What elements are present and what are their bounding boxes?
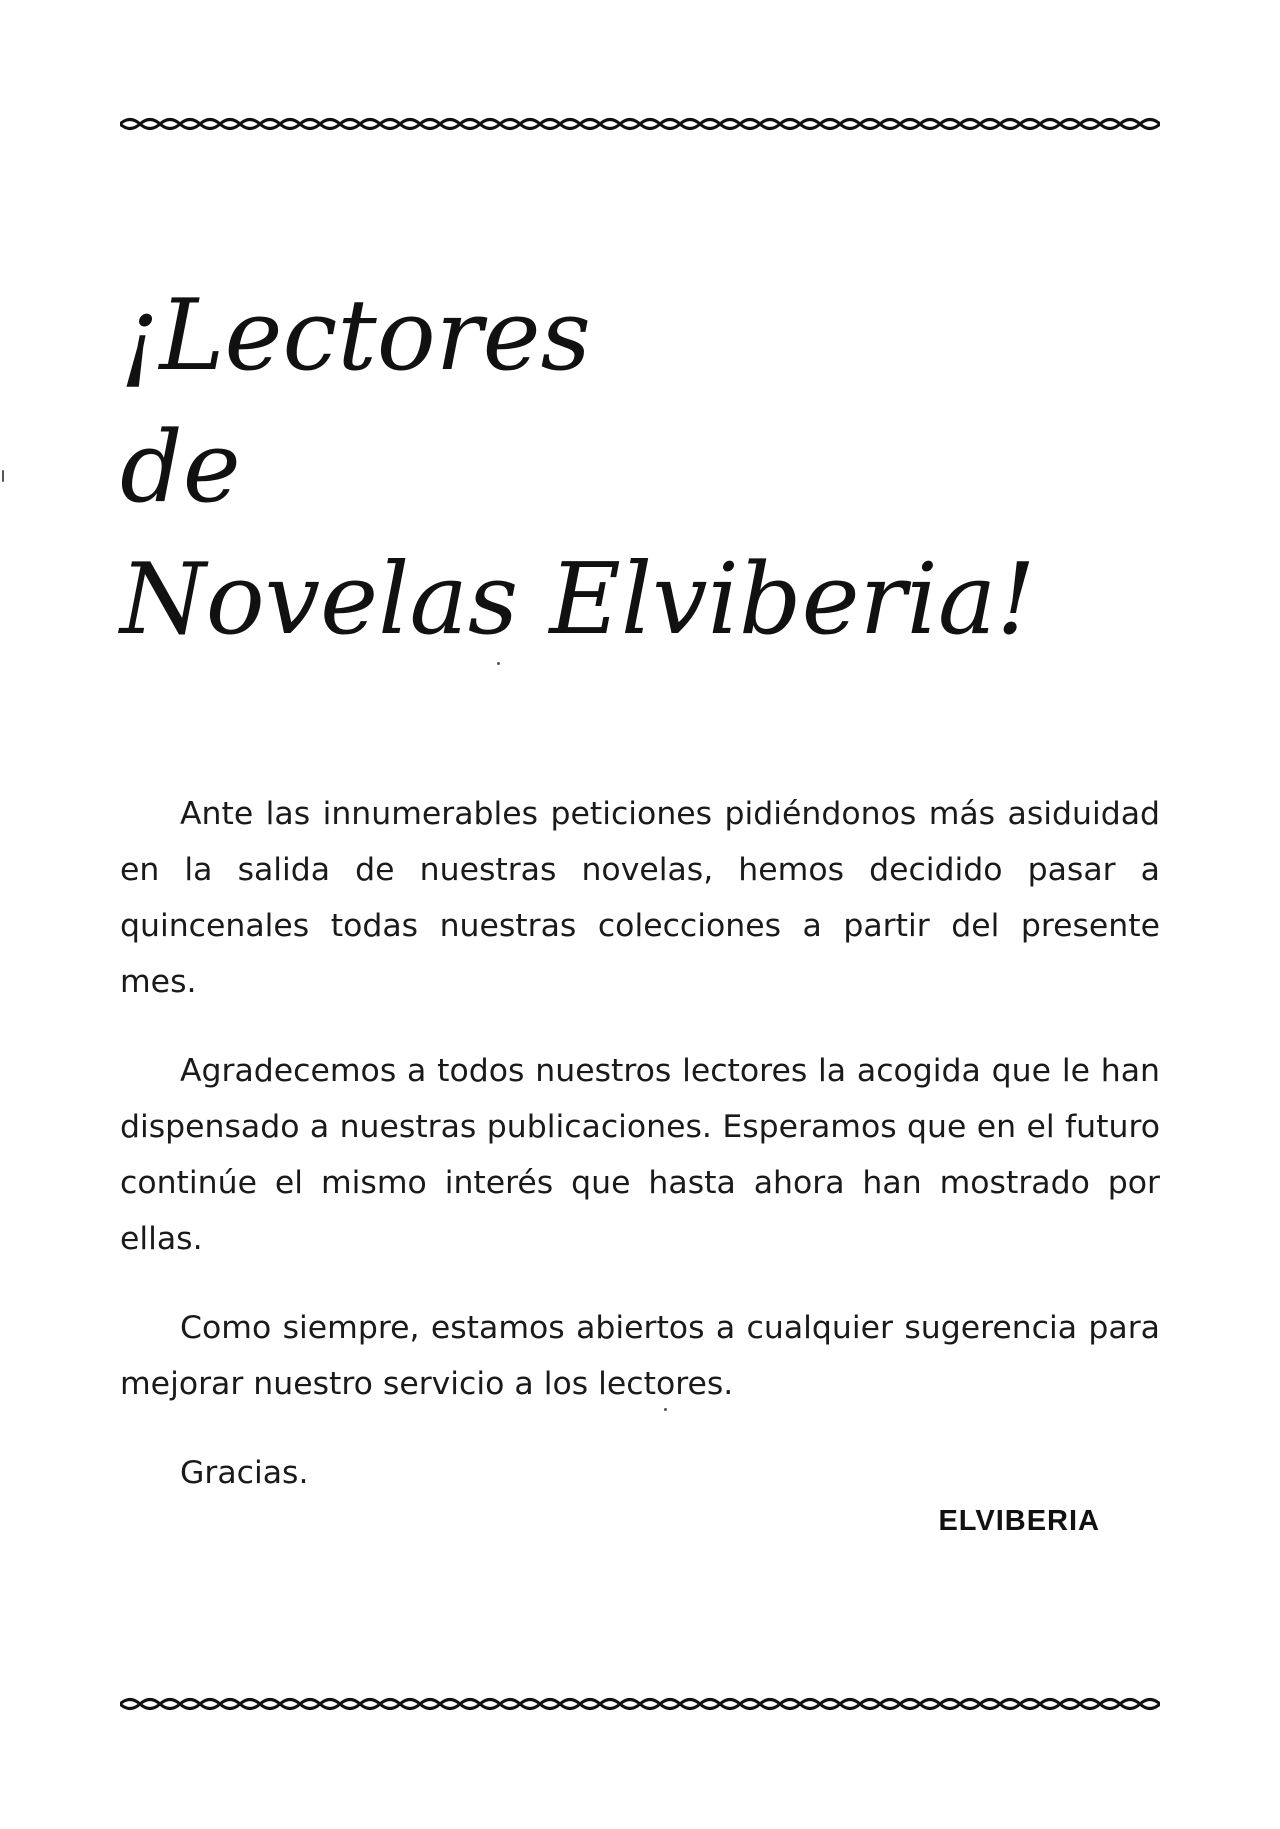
print-speck xyxy=(497,662,500,665)
paragraph-3: Como siempre, estamos abiertos a cualquier sugerencia para mejorar nuestro servicio a los lectores. xyxy=(120,1310,1160,1402)
paragraph-2: Agradecemos a todos nuestros lectores la acogida que le han dispensado a nuestras publicaciones. Esperamos que en el futuro continúe el mismo interés que hasta ahora han mostrado por ellas. xyxy=(120,1053,1160,1257)
title-line-3: Novelas Elviberia! xyxy=(120,543,1036,657)
title-line-1: ¡Lectores xyxy=(120,279,591,393)
print-speck xyxy=(664,1408,667,1411)
bottom-ornamental-border xyxy=(120,1694,1160,1714)
top-ornamental-border xyxy=(120,114,1160,134)
page-title xyxy=(120,270,1180,666)
title-line-2: de xyxy=(120,411,241,525)
print-speck xyxy=(2,470,4,482)
paragraph-1: Ante las innumerables peticiones pidiéndonos más asiduidad en la salida de nuestras novelas, hemos decidido pasar a quincenales todas nuestras colecciones a partir del presente mes. xyxy=(120,796,1160,1000)
letter-body xyxy=(120,786,1160,1534)
closing-line: Gracias. xyxy=(180,1455,309,1491)
signature: ELVIBERIA xyxy=(938,1505,1100,1537)
